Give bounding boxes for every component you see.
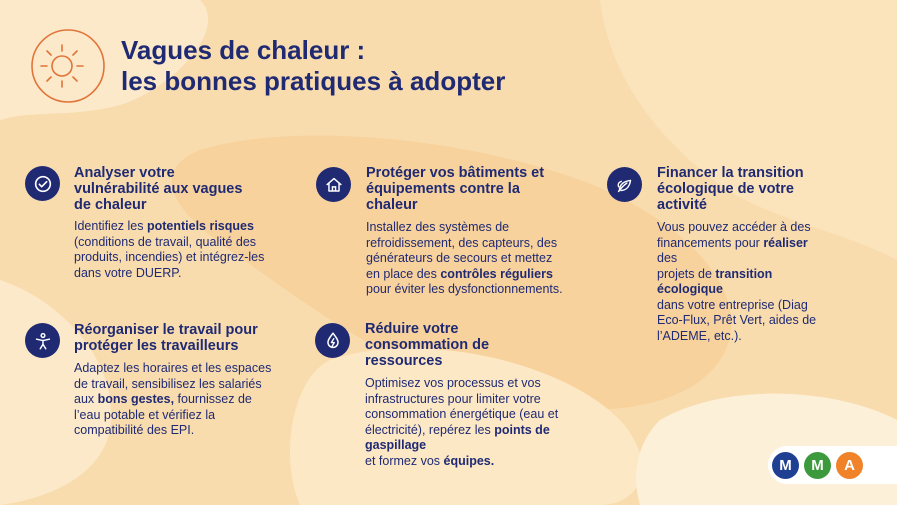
card-title: Réduire votre consommation de ressources bbox=[365, 321, 490, 369]
logo-letter: A bbox=[836, 452, 863, 479]
card-description: Adaptez les horaires et les espaces de travail, sensibilisez les salariés aux bons gestes, fournissez de l’eau potable et vérifiez la compatibilité des EPI. bbox=[74, 361, 272, 437]
sun-icon bbox=[22, 28, 106, 108]
card-description: Optimisez vos processus et vos infrastructures pour limiter votre consommation énergétique (eau et électricité), repérez les points de gaspillage et formez vos équipes. bbox=[365, 376, 559, 468]
house-icon bbox=[316, 167, 351, 202]
card-title: Financer la transition écologique de votre activité bbox=[657, 165, 804, 213]
card-title: Protéger vos bâtiments et équipements contre la chaleur bbox=[366, 165, 545, 213]
leaf-icon bbox=[607, 167, 642, 202]
card-title: Réorganiser le travail pour protéger les travailleurs bbox=[74, 322, 258, 354]
card-description: Vous pouvez accéder à des financements pour réaliser des projets de transition écologique dans votre entreprise (Diag Eco-Flux, Prêt Vert, aides de l’ADEME, etc.). bbox=[657, 220, 817, 343]
energy-drop-icon bbox=[315, 323, 350, 358]
check-circle-icon bbox=[25, 166, 60, 201]
page-title bbox=[121, 35, 505, 97]
worker-icon bbox=[25, 323, 60, 358]
logo-letter: M bbox=[772, 452, 799, 479]
card-description: Identifiez les potentiels risques (conditions de travail, qualité des produits, incendies) et intégrez-les dans votre DUERP. bbox=[74, 219, 265, 280]
mma-logo bbox=[768, 446, 897, 484]
card-title: Analyser votre vulnérabilité aux vagues de chaleur bbox=[74, 165, 243, 213]
page-title-line-1: Vagues de chaleur : bbox=[121, 35, 366, 65]
logo-letter: M bbox=[804, 452, 831, 479]
page-title-line-2: les bonnes pratiques à adopter bbox=[121, 66, 506, 96]
card-description: Installez des systèmes de refroidissement, des capteurs, des générateurs de secours et mettez en place des contrôles réguliers pour éviter les dysfonctionnements. bbox=[366, 220, 563, 296]
